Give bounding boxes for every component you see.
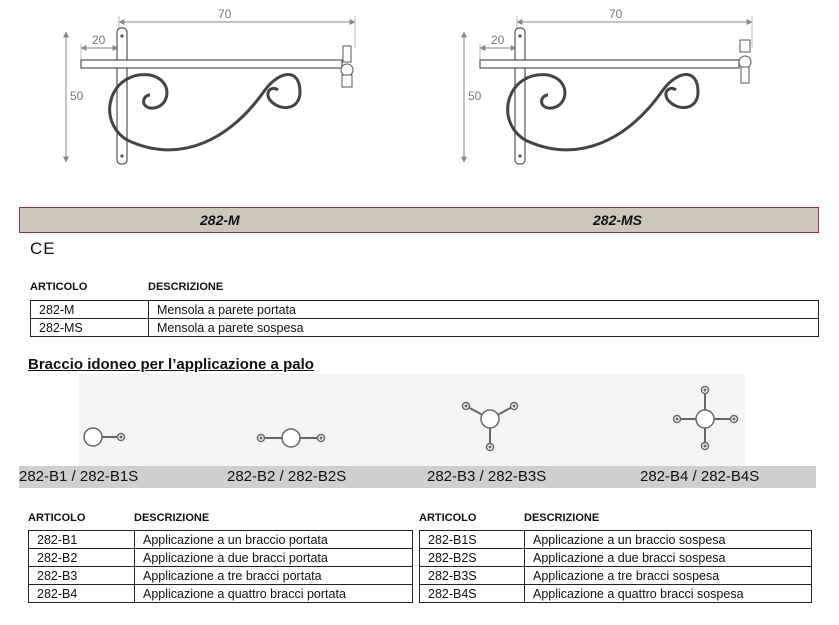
table-row <box>29 585 413 603</box>
article-description: Applicazione a quattro bracci portata <box>135 585 413 603</box>
article-description: Mensola a parete sospesa <box>149 319 819 337</box>
table2-sospesa <box>419 530 812 603</box>
dim-70-label: 70 <box>609 7 623 21</box>
dim-20-label: 20 <box>491 33 505 47</box>
article-description: Applicazione a quattro bracci sospesa <box>525 585 812 603</box>
dim-50-label: 50 <box>70 89 84 103</box>
ce-mark: CE <box>30 239 56 258</box>
table2-header-descrizione: DESCRIZIONE <box>134 512 210 524</box>
article-code: 282-MS <box>31 319 149 337</box>
article-code: 282-B1S <box>420 531 525 549</box>
table1 <box>30 300 819 337</box>
table-row <box>420 585 812 603</box>
model-label-282-m: 282-M <box>200 212 240 228</box>
table1-header-descrizione: DESCRIZIONE <box>148 281 224 293</box>
two-arm-icon <box>258 429 325 447</box>
table-row <box>29 567 413 585</box>
article-description: Applicazione a due bracci portata <box>135 549 413 567</box>
table-row <box>29 549 413 567</box>
one-arm-icon <box>84 428 125 446</box>
table2-header-descrizione-s: DESCRIZIONE <box>524 512 600 524</box>
model-label-282-ms: 282-MS <box>593 212 643 228</box>
table-row <box>420 549 812 567</box>
article-code: 282-B3 <box>29 567 135 585</box>
three-arm-icon <box>463 403 518 451</box>
bracket-drawing-282-ms <box>464 7 752 164</box>
table-row <box>31 319 819 337</box>
article-description: Applicazione a un braccio portata <box>135 531 413 549</box>
arm-labels-bar <box>19 466 816 488</box>
article-description: Mensola a parete portata <box>149 301 819 319</box>
table-row <box>420 567 812 585</box>
article-code: 282-B3S <box>420 567 525 585</box>
arm-label-b1: 282-B1 / 282-B1S <box>19 468 139 485</box>
article-description: Applicazione a tre bracci portata <box>135 567 413 585</box>
table-row <box>29 531 413 549</box>
article-code: 282-B4S <box>420 585 525 603</box>
bracket-drawings <box>0 0 839 200</box>
table-row <box>31 301 819 319</box>
section-title: Braccio idoneo per l’applicazione a palo <box>28 356 314 373</box>
article-code: 282-B4 <box>29 585 135 603</box>
arm-label-b3: 282-B3 / 282-B3S <box>427 468 547 485</box>
table2-header-articolo-s: ARTICOLO <box>419 512 477 524</box>
article-code: 282-B2S <box>420 549 525 567</box>
article-description: Applicazione a un braccio sospesa <box>525 531 812 549</box>
dim-20-label: 20 <box>92 33 106 47</box>
model-bar <box>19 207 819 233</box>
article-description: Applicazione a tre bracci sospesa <box>525 567 812 585</box>
four-arm-icon <box>674 387 738 450</box>
bracket-drawing-282-m <box>66 7 355 164</box>
arm-label-b2: 282-B2 / 282-B2S <box>227 468 347 485</box>
dim-70-label: 70 <box>218 7 232 21</box>
table-row <box>420 531 812 549</box>
article-code: 282-M <box>31 301 149 319</box>
table2-header-articolo: ARTICOLO <box>28 512 86 524</box>
arm-icons-strip <box>79 374 745 466</box>
table1-header-articolo: ARTICOLO <box>30 281 88 293</box>
article-description: Applicazione a due bracci sospesa <box>525 549 812 567</box>
article-code: 282-B1 <box>29 531 135 549</box>
dim-50-label: 50 <box>468 89 482 103</box>
article-code: 282-B2 <box>29 549 135 567</box>
table2-portata <box>28 530 413 603</box>
arm-label-b4: 282-B4 / 282-B4S <box>640 468 760 485</box>
